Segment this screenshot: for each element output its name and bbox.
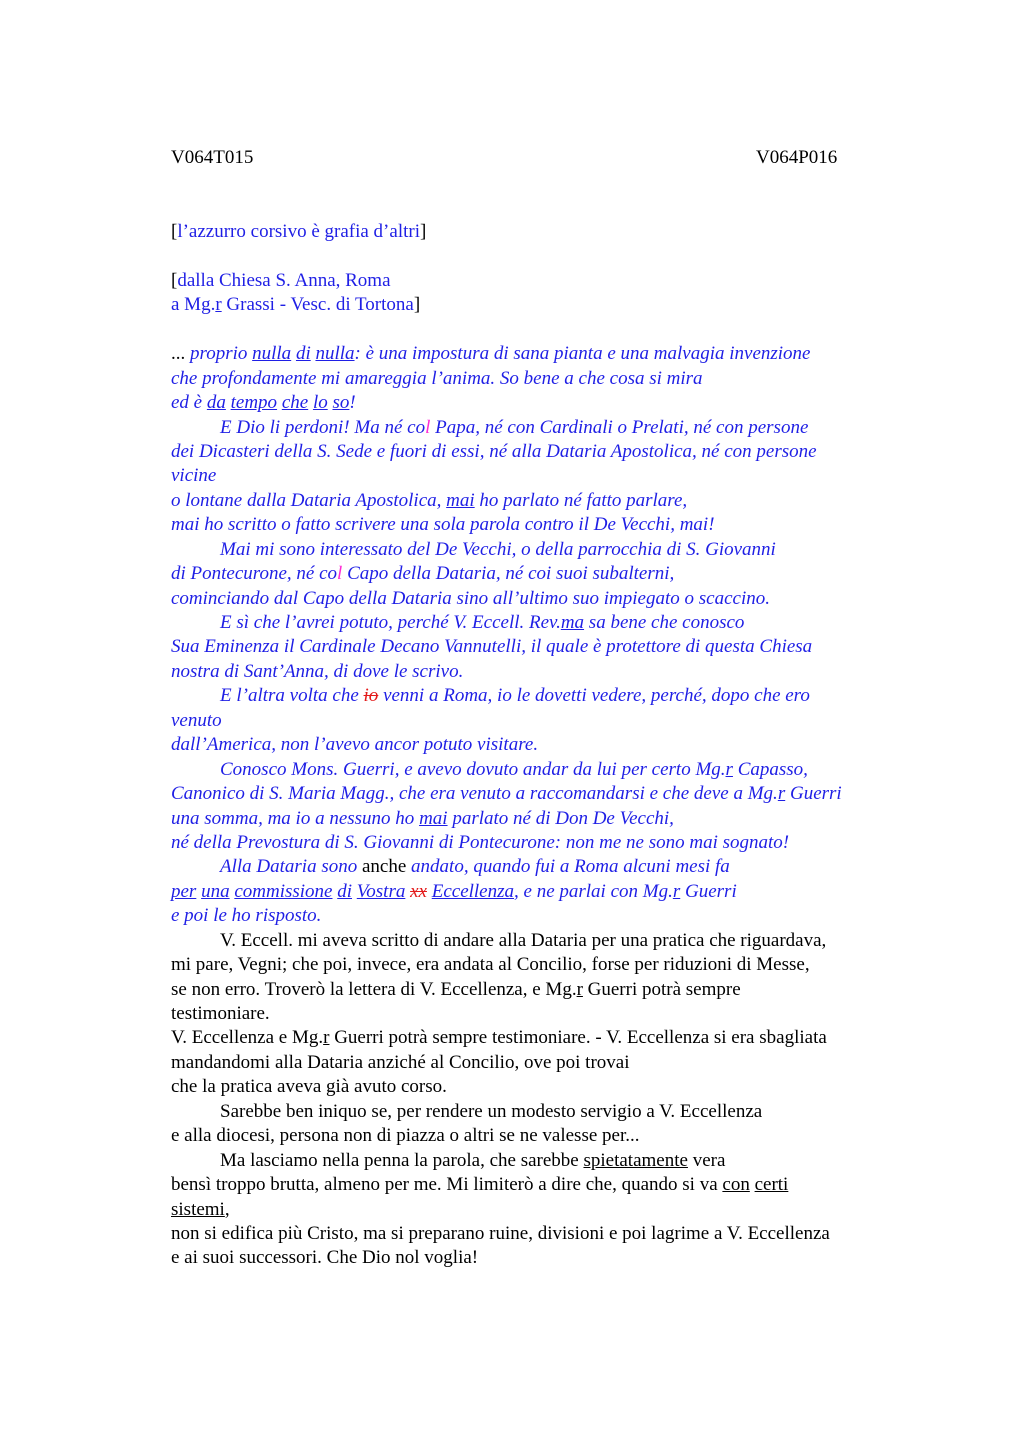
address-block: [dalla Chiesa S. Anna, Roma a Mg.r Grassi - Vesc. di Tortona] [171,269,421,316]
document-body [171,220,911,1271]
page-code-left: V064T015 [171,147,254,168]
struck-word: xx [410,880,427,902]
letter-text: ... proprio nulla di nulla: è una impostura di sana pianta e una malvagia invenzione che profondamente mi amareggia l’anima. So bene a che cosa si mira ed è da tempo che lo so! E Dio li perdoni! Ma né col Papa, né con Cardinali o Prelati, né con persone dei Dicasteri della S. Sede e fuori di essi, né alla Dataria Apostolica, né con persone vicine o lontane dalla Dataria Apostolica, mai ho parlato né fatto parlare, mai ho scritto o fatto scrivere una sola parola contro il De Vecchi, mai! Mai mi sono interessato del De Vecchi, o della parrocchia di S. Giovanni di Pontecurone, né col Capo della Dataria, né coi suoi subalterni, cominciando dal Capo della Dataria sino all’ultimo suo impiegato o scaccino. E sì che l’avrei potuto, perché V. Eccell. Rev.ma sa bene che conosco Sua Eminenza il Cardinale Decano Vannutelli, il quale è protettore di questa Chiesa nostra di Sant’Anna, di dove le scrivo. E l’altra volta che io venni a Roma, io le dovetti vedere, perché, dopo che ero venuto dall’America, non l’avevo ancor potuto visitare. Conosco Mons. Guerri, e avevo dovuto andar da lui per certo Mg.r Capasso, Canonico di S. Maria Magg., che era venuto a raccomandarsi e che deve a Mg.r Guerri una somma, ma io a nessuno ho mai parlato né di Don De Vecchi, né della Prevostura di S. Giovanni di Pontecurone: non me ne sono mai sognato! Alla Dataria sono anche andato, quando fui a Roma alcuni mesi fa per una commissione di Vostra xx Eccellenza, e ne parlai con Mg.r Guerri e poi le ho risposto. [171,343,842,927]
page-code-right: V064P016 [756,147,838,168]
reply-text: V. Eccell. mi aveva scritto di andare alla Dataria per una pratica che riguardava, mi pare, Vegni; che poi, invece, era andata al Concilio, forse per riduzioni di Messe, se non erro. Troverò la lettera di V. Eccellenza, e Mg.r Guerri potrà sempre testimoniare. V. Eccellenza e Mg.r Guerri potrà sempre testimoniare. - V. Eccellenza si era sbagliata mandandomi alla Dataria anziché al Concilio, ove poi trovai che la pratica aveva già avuto corso. Sarebbe ben iniquo se, per rendere un modesto servigio a V. Eccellenza e alla diocesi, persona non di piazza o altri se ne valesse per... Ma lasciamo nella penna la parola, che sarebbe spietatamente vera bensì troppo brutta, almeno per me. Mi limiterò a dire che, quando si va con certi sistemi, non si edifica più Cristo, ma si preparano ruine, divisioni e poi lagrime a V. Eccellenza e ai suoi successori. Che Dio nol voglia! [171,929,830,1269]
struck-word: io [363,685,379,707]
editor-note: [l’azzurro corsivo è grafia d’altri] [171,221,427,242]
